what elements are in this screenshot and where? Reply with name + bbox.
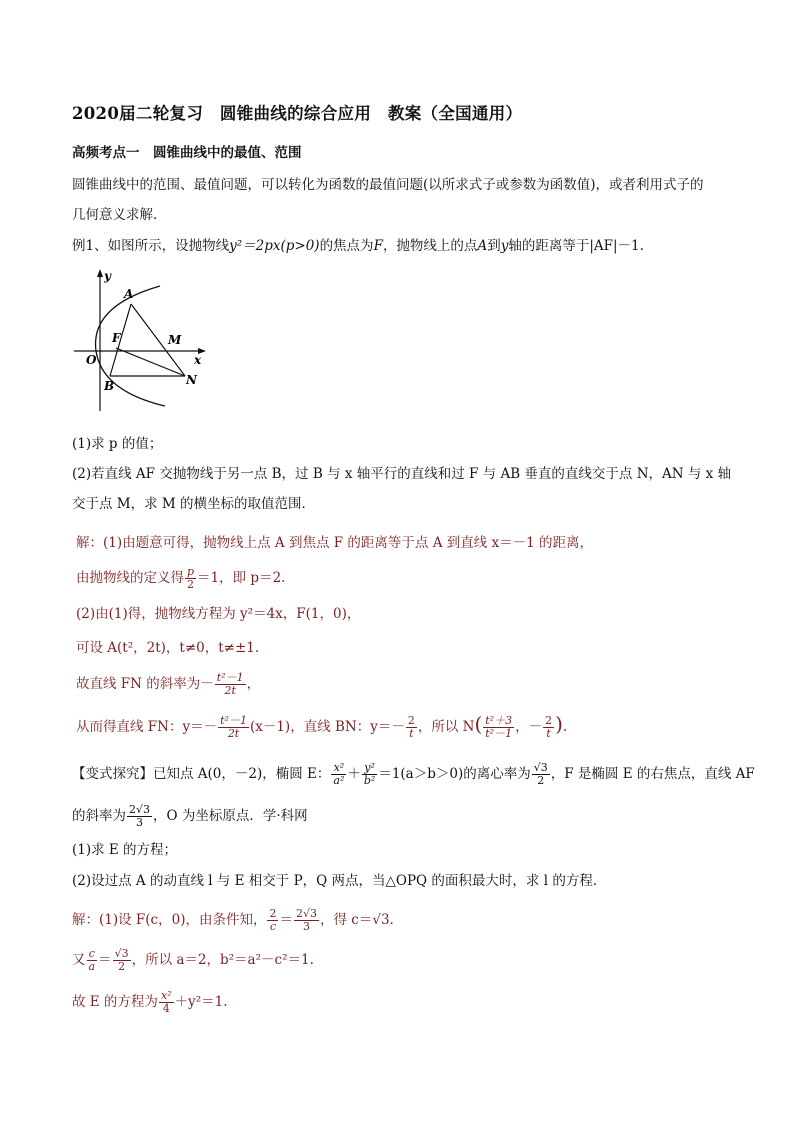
variant-question-2: (2)设过点 A 的动直线 l 与 E 相交于 P，Q 两点，当△OPQ 的面积最大时，求 l 的方程．: [72, 873, 607, 889]
frac-num: t²－1: [220, 714, 247, 727]
frac-num: √3: [114, 947, 129, 960]
frac-num: 2√3: [129, 803, 151, 816]
solution-line-1: 解：(1)由题意可得，抛物线上点 A 到焦点 F 的距离等于点 A 到直线 x＝－1 的距离，: [76, 535, 594, 551]
label-O: O: [86, 353, 97, 367]
fraction-sqrt3-2b: [113, 948, 131, 973]
sol2-post: ＝1，即 p＝2.: [197, 570, 286, 586]
var-pre: 【变式探究】已知点 A(0，－2)，椭圆 E：: [72, 766, 331, 782]
variant-question-1: (1)求 E 的方程；: [72, 842, 178, 858]
frac-den: t²－1: [485, 727, 513, 740]
example-1-statement: [72, 236, 644, 256]
label-y: y: [104, 269, 111, 283]
sol2-pre: 由抛物线的定义得: [76, 570, 184, 586]
var-plus: ＋: [347, 766, 361, 782]
fraction-3: [483, 715, 514, 740]
vs1-eq: ＝: [279, 912, 293, 928]
vs2-pre: 又: [72, 952, 86, 968]
label-B: B: [104, 379, 115, 393]
frac-num: x²: [160, 989, 172, 1002]
fraction-p-over-2: [185, 566, 196, 591]
label-A: A: [124, 287, 134, 301]
label-M: M: [168, 333, 182, 347]
vs2-post: ，所以 a＝2，b²＝a²－c²＝1.: [131, 952, 314, 968]
fraction-sqrt3-2: [532, 762, 550, 787]
frac-num: t²＋3: [485, 714, 513, 727]
ex1-equation: y²＝2px(p>0): [229, 238, 320, 254]
ex1-to: 到: [487, 238, 501, 254]
frac-den: 2: [537, 774, 545, 787]
fraction-2sqrt3-3: [127, 804, 152, 829]
sol6-mid3: ，－: [515, 719, 543, 735]
question-1: (1)求 p 的值；: [72, 436, 163, 452]
frac-den: 2: [187, 578, 195, 591]
frac-num: y²: [362, 762, 377, 775]
ex1-F: F: [373, 238, 383, 254]
frac-num: 2: [545, 714, 553, 727]
intro-line-1: 圆锥曲线中的范围、最值问题，可以转化为函数的最值问题(以所求式子或参数为函数值)，或者利用式子的: [72, 177, 704, 193]
frac-den: a: [88, 960, 96, 973]
frac-num: 2: [407, 714, 415, 727]
sol5-pre: 故直线 FN 的斜率为－: [76, 676, 214, 692]
variant-statement-2: [72, 804, 308, 829]
frac-num: 2: [269, 907, 277, 920]
vs3-post: ＋y²＝1.: [174, 994, 228, 1010]
frac-den: 4: [162, 1002, 170, 1015]
vs3-pre: 故 E 的方程为: [72, 994, 158, 1010]
doc-title: 2020届二轮复习 圆锥曲线的综合应用 教案（全国通用）: [72, 104, 523, 123]
frac-num: √3: [533, 761, 548, 774]
fraction-y2-b2: [362, 762, 377, 787]
frac-num: 2√3: [295, 907, 317, 920]
vs2-eq: ＝: [98, 952, 112, 968]
solution-line-5: [76, 672, 260, 697]
section-heading: 高频考点一 圆锥曲线中的最值、范围: [72, 145, 302, 161]
frac-den: 2: [118, 960, 126, 973]
var2-pre: 的斜率为: [72, 808, 126, 824]
frac-num: c: [87, 948, 98, 961]
vs1-pre: 解：(1)设 F(c，0)，由条件知，: [72, 912, 267, 928]
variant-solution-3: [72, 990, 227, 1015]
sol6-pre: 从而得直线 FN：y＝－: [76, 719, 218, 735]
variant-statement-1: [72, 762, 755, 787]
solution-line-3: (2)由(1)得，抛物线方程为 y²＝4x，F(1，0)，: [76, 606, 361, 622]
var-post: ，F 是椭圆 E 的右焦点，直线 AF: [550, 766, 755, 782]
frac-den: c: [269, 920, 277, 933]
sol6-mid: (x－1)，直线 BN：y＝－: [249, 719, 405, 735]
frac-den: t: [409, 727, 414, 740]
frac-num: p: [187, 565, 195, 578]
ex1-prefix: 例1、如图所示，设抛物线: [72, 238, 230, 254]
sol5-post: ，: [246, 676, 261, 692]
fraction-2-c: [267, 908, 278, 933]
frac-den: b²: [363, 774, 376, 787]
fraction-4: [543, 715, 554, 740]
ex1-y: y: [500, 238, 509, 254]
variant-solution-1: [72, 908, 394, 933]
var-mid: ＝1(a＞b＞0)的离心率为: [378, 766, 531, 782]
question-2-line-2: 交于点 M，求 M 的横坐标的取值范围．: [72, 496, 316, 512]
var2-post: ，O 为坐标原点．学·科网: [153, 808, 308, 824]
fraction-2: [406, 715, 417, 740]
question-2-line-1: (2)若直线 AF 交抛物线于另一点 B，过 B 与 x 轴平行的直线和过 F 与 AB 垂直的直线交于点 N，AN 与 x 轴: [72, 466, 732, 482]
frac-den: 2t: [224, 684, 236, 697]
frac-den: 3: [136, 816, 143, 829]
frac-den: 2t: [227, 727, 240, 740]
y-axis-arrow: [97, 269, 103, 277]
fraction-c-a: [87, 948, 98, 973]
vs1-post: ，得 c＝√3.: [319, 912, 394, 928]
fraction-1: [218, 715, 249, 740]
ex1-rest: ，抛物线上的点: [382, 238, 478, 254]
solution-line-4: 可设 A(t²，2t)，t≠0，t≠±1.: [76, 640, 260, 656]
frac-den: 3: [302, 920, 310, 933]
sol6-end: .: [562, 719, 568, 735]
ex1-end: 轴的距离等于|AF|－1.: [508, 238, 644, 254]
ex1-A: A: [477, 238, 488, 254]
fraction-2sqrt3-3b: [294, 908, 319, 933]
label-x: x: [194, 353, 202, 367]
sol6-mid2: ，所以 N: [417, 719, 475, 735]
solution-line-2: [76, 566, 285, 591]
frac-den: a²: [333, 774, 345, 787]
fraction-x2-4: [159, 990, 174, 1015]
frac-num: x²: [331, 762, 346, 775]
intro-line-2: 几何意义求解．: [72, 207, 167, 223]
parabola-figure: [70, 266, 210, 416]
variant-solution-2: [72, 948, 314, 973]
ex1-mid: 的焦点为: [319, 238, 374, 254]
label-F: F: [112, 331, 121, 345]
fraction-x2-a2: [331, 762, 346, 787]
label-N: N: [186, 373, 197, 387]
fraction-slope: [215, 672, 246, 697]
solution-line-6: 从而得直线 FN：y＝－ $\frac{\text{t²－1}}{2t}$ (x－1)，直线 BN：y＝－ $\frac{2}{t}$ ，所以 N( $\frac{\text{t²＋3}}{\text{t²－1}}$ ，－ $\frac{2}{t}$ ).: [76, 712, 568, 740]
frac-den: t: [546, 727, 551, 740]
frac-num: t²－1: [216, 671, 244, 684]
